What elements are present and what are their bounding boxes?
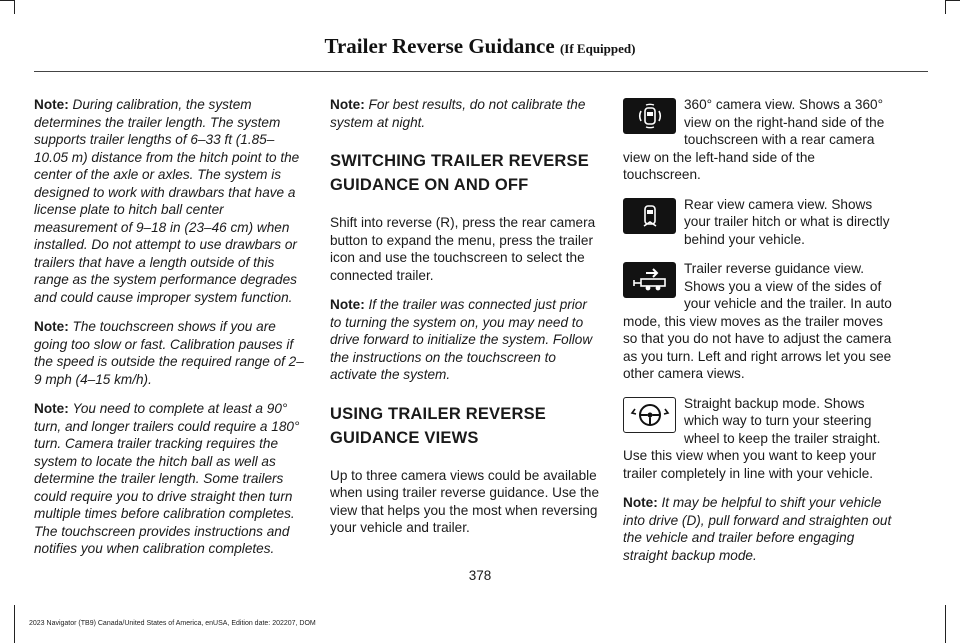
note-calibration-speed: [34, 318, 305, 388]
note-text: It may be helpful to shift your vehicle into drive (D), pull forward and straighten out the vehicle and trailer before engaging straight backup mode.: [623, 495, 892, 563]
column-2: [330, 96, 601, 549]
page-header: [0, 34, 960, 59]
note-label: Note:: [330, 97, 365, 112]
crop-mark: [945, 0, 946, 14]
section-heading-switching: SWITCHING TRAILER REVERSE GUIDANCE ON AND OFF: [330, 152, 589, 194]
note-night-calibration: [330, 96, 601, 131]
body-paragraph: Shift into reverse (R), press the rear camera button to expand the menu, press the trailer icon and use the touchscreen to select the connected trailer.: [330, 215, 596, 283]
trailer-reverse-icon: [623, 262, 676, 298]
note-text: If the trailer was connected just prior to turning the system on, you may need to drive forward to initialize the system. Follow the instructions on the touchscreen to activate the system.: [330, 297, 593, 382]
note-label: Note:: [330, 297, 365, 312]
crop-mark: [14, 0, 15, 14]
crop-mark: [945, 605, 946, 643]
note-text: The touchscreen shows if you are going too slow or fast. Calibration pauses if the speed is outside the required range of 2–9 mph (4–15 km/h).: [34, 319, 304, 387]
rear-camera-icon: [623, 198, 676, 234]
header-subtitle: (If Equipped): [559, 41, 636, 56]
view-item-text: Trailer reverse guidance view. Shows you a view of the sides of your vehicle and the trailer. In auto mode, this view moves as the trailer moves so that you do not have to adjust the camera as you turn. Left and right arrows let you see other camera views.: [623, 261, 892, 381]
view-item-text: 360° camera view. Shows a 360° view on the right-hand side of the touchscreen with a rear camera view on the left-hand side of the touchscreen.: [623, 97, 885, 182]
view-item-text: Straight backup mode. Shows which way to turn your steering wheel to keep the trailer straight. Use this view when you want to keep your trailer completely in line with your vehicle.: [623, 395, 881, 481]
crop-mark: [946, 0, 960, 1]
camera-360-icon: [623, 98, 676, 134]
view-item-trailer: [623, 260, 895, 383]
note-calibration-length: [34, 96, 305, 306]
view-item-straight-backup: [623, 395, 895, 483]
view-item-text: Rear view camera view. Shows your trailer hitch or what is directly behind your vehicle.: [684, 196, 890, 247]
column-1: [34, 96, 305, 570]
crop-mark: [0, 0, 14, 1]
header-divider: [34, 71, 928, 72]
note-text: During calibration, the system determines the trailer length. The system supports trailer lengths of 6–33 ft (1.85–10.05 m) distance from the hitch point to the center of the axle or axles. The system is designed to work with drawbars that have a license plate to hitch ball center measurement of 9–18 in (23–46 cm) when installed. Do not attempt to use drawbars or trailers that have a length outside of this range as the system performance degrades and could cause improper system function.: [34, 97, 300, 305]
view-item-360: [623, 96, 895, 184]
header-title: Trailer Reverse Guidance: [324, 34, 555, 58]
crop-mark: [14, 605, 15, 643]
section-heading-views: USING TRAILER REVERSE GUIDANCE VIEWS: [330, 404, 546, 447]
body-paragraph: Up to three camera views could be available when using trailer reverse guidance. Use the view that helps you the most when reversing your vehicle and trailer.: [330, 467, 600, 535]
page-number: 378: [468, 568, 492, 583]
note-calibration-turn: [34, 400, 305, 558]
note-label: Note:: [623, 495, 658, 510]
note-straight-backup: [623, 494, 895, 564]
note-label: Note:: [34, 319, 69, 334]
footer-edition-info: 2023 Navigator (TB9) Canada/United States of America, enUSA, Edition date: 202207, DOM: [29, 620, 316, 627]
steering-wheel-icon: [623, 397, 676, 433]
note-text: For best results, do not calibrate the system at night.: [330, 97, 586, 130]
column-3: [623, 96, 895, 576]
note-label: Note:: [34, 97, 69, 112]
note-initialize: [330, 296, 601, 384]
note-label: Note:: [34, 401, 69, 416]
view-item-rear: [623, 196, 895, 249]
note-text: You need to complete at least a 90° turn, and longer trailers could require a 180° turn. Camera trailer tracking requires the system to locate the hitch ball as well as determine the trailer length. Some trailers could require you to drive straight then turn multiple times before calibration completes. The touchscreen provides instructions and notifies you when calibration completes.: [34, 401, 300, 556]
